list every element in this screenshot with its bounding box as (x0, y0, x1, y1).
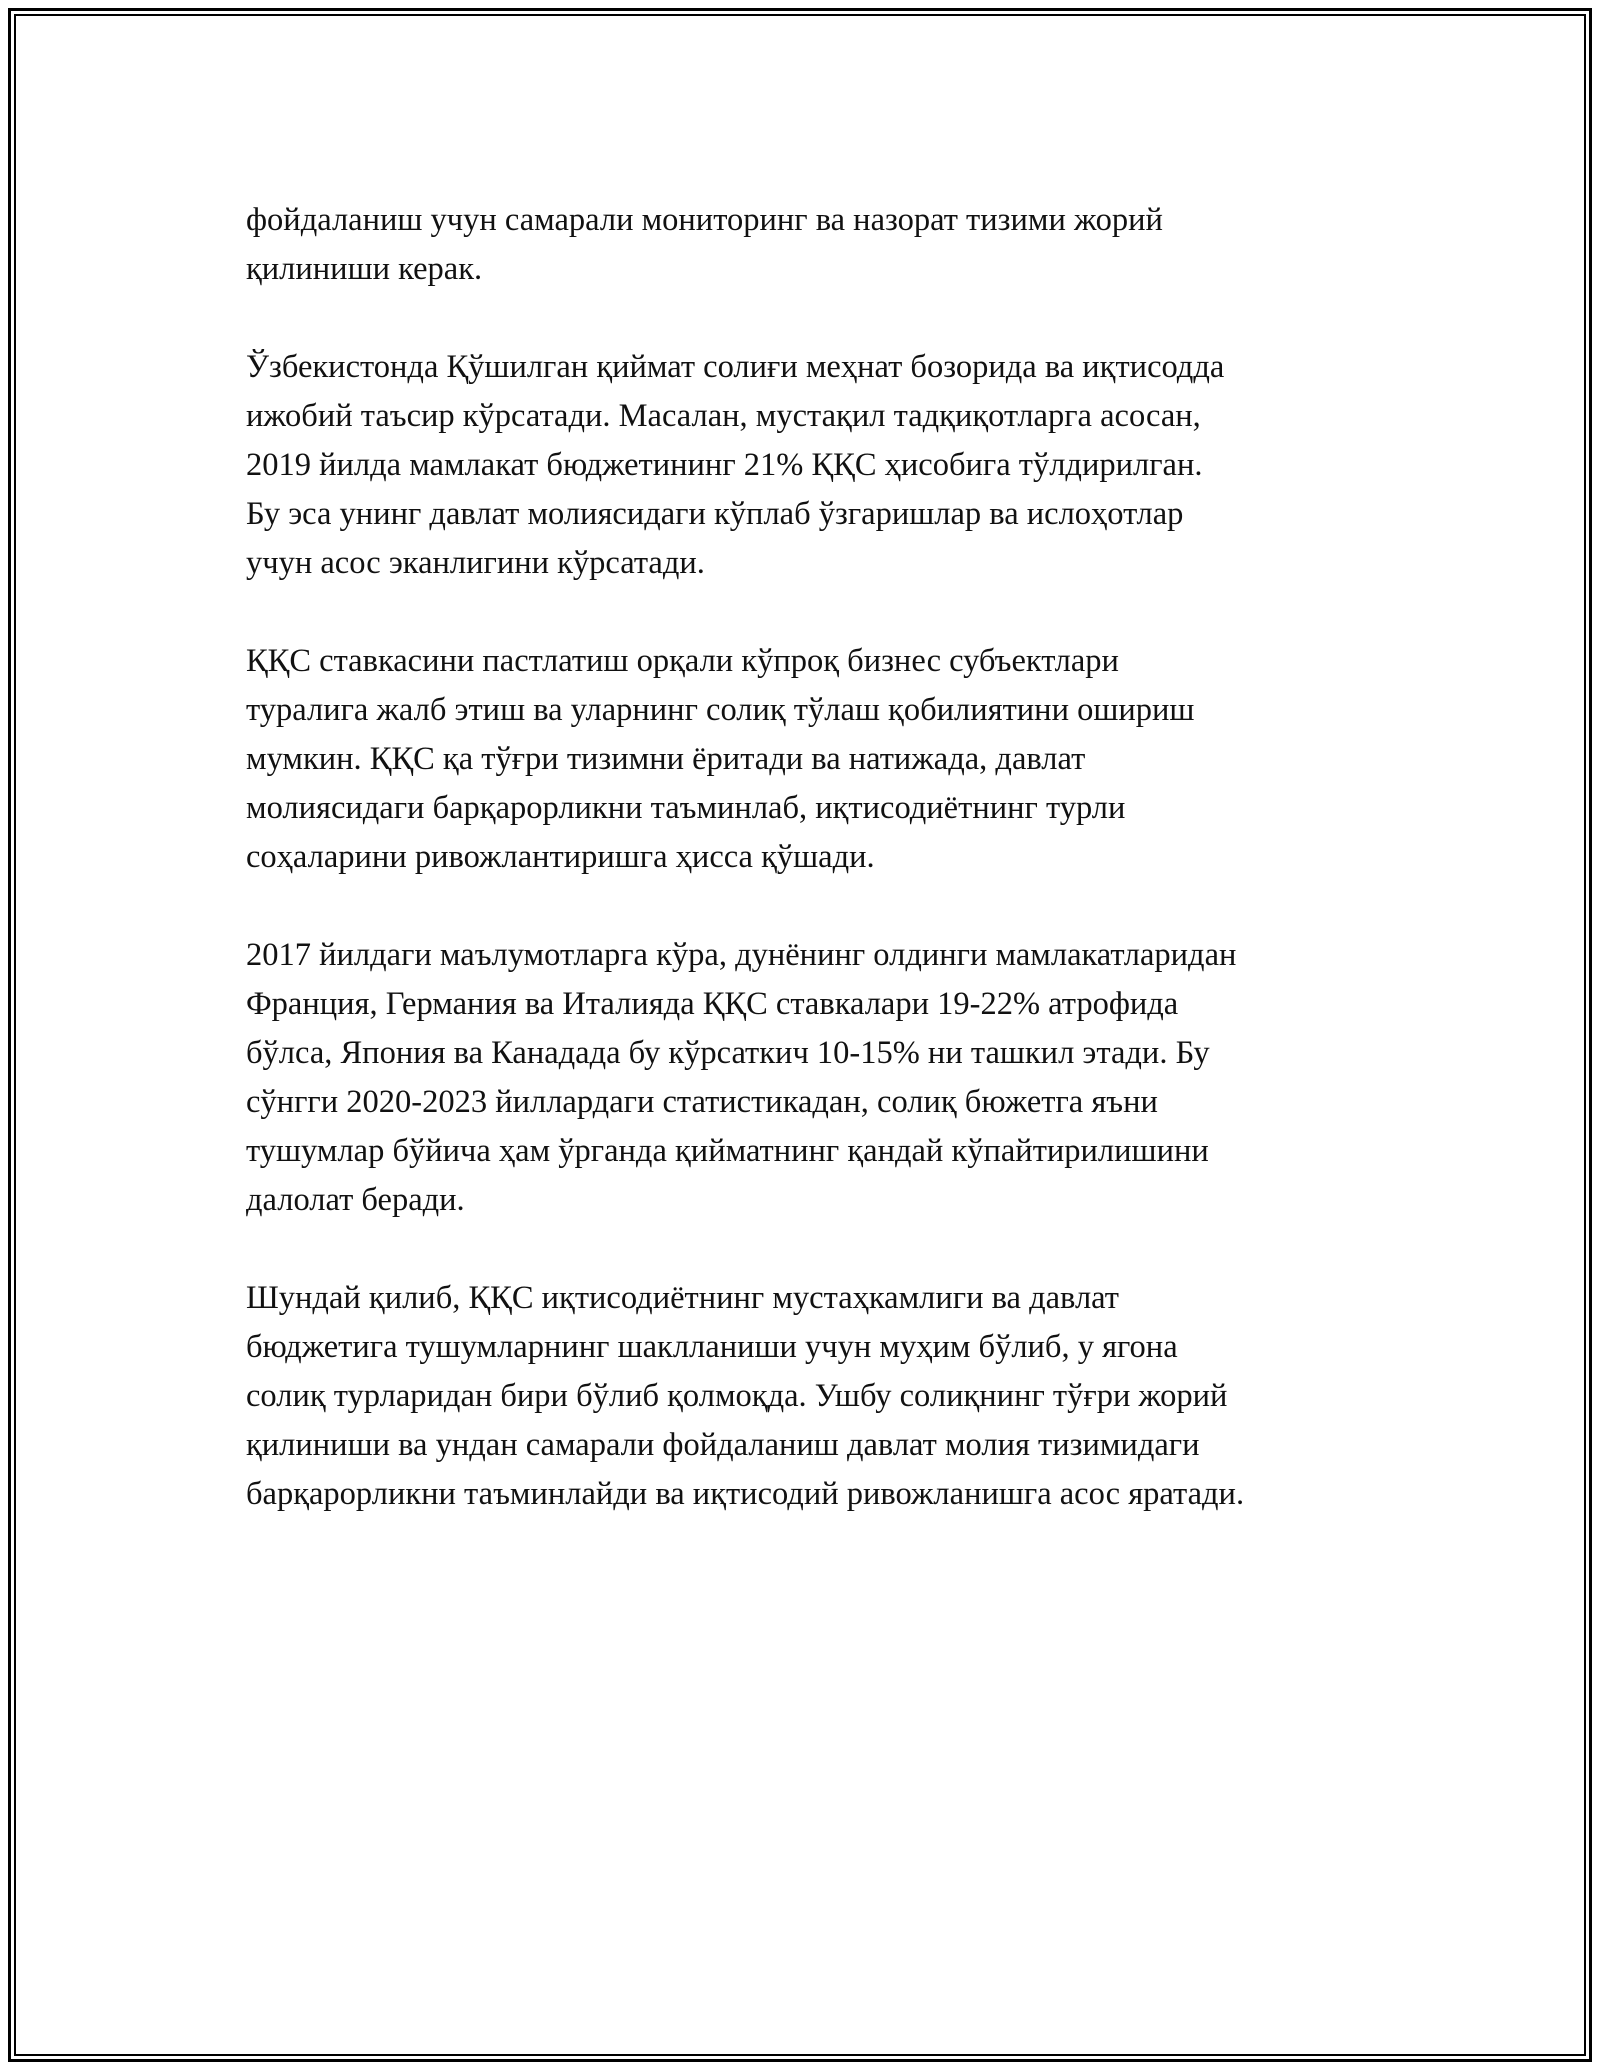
text-line: учун асос эканлигини кўрсатади. (246, 545, 705, 581)
text-line: фойдаланиш учун самарали мониторинг ва назорат тизими жорий (246, 202, 1163, 238)
text-line: далолат беради. (246, 1182, 465, 1218)
text-line: барқарорликни таъминлайди ва иқтисодий ривожланишга асос яратади. (246, 1476, 1245, 1512)
text-line: соҳаларини ривожлантиришга ҳисса қўшади. (246, 839, 875, 875)
text-line: бюджетига тушумларнинг шаклланиши учун муҳим бўлиб, у ягона (246, 1329, 1178, 1365)
text-line: солиқ турларидан бири бўлиб қолмоқда. Ушбу солиқнинг тўғри жорий (246, 1378, 1228, 1414)
text-line: Франция, Германия ва Италияда ҚҚС ставкалари 19-22% атрофида (246, 986, 1179, 1022)
text-line: бўлса, Япония ва Канадада бу кўрсаткич 10-15% ни ташкил этади. Бу (246, 1035, 1210, 1071)
text-line: молиясидаги барқарорликни таъминлаб, иқтисодиётнинг турли (246, 790, 1126, 826)
text-line: 2017 йилдаги маълумотларга кўра, дунёнинг олдинги мамлакатларидан (246, 937, 1237, 973)
text-line: ижобий таъсир кўрсатади. Масалан, мустақил тадқиқотларга асосан, (246, 398, 1201, 434)
text-line: ҚҚС ставкасини пастлатиш орқали кўпроқ бизнес субъектлари (246, 643, 1119, 679)
page-border (8, 8, 1592, 2062)
document-body (246, 196, 1406, 1568)
text-line: туралига жалб этиш ва уларнинг солиқ тўлаш қобилиятини ошириш (246, 692, 1195, 728)
text-line: қилиниши керак. (246, 251, 483, 287)
paragraph-1 (246, 196, 1406, 294)
text-line: тушумлар бўйича ҳам ўрганда қийматнинг қандай кўпайтирилишини (246, 1133, 1209, 1169)
paragraph-4 (246, 931, 1406, 1225)
text-line: Шундай қилиб, ҚҚС иқтисодиётнинг мустаҳкамлиги ва давлат (246, 1280, 1119, 1316)
text-line: сўнгги 2020-2023 йиллардаги статистикадан, солиқ бюжетга яъни (246, 1084, 1158, 1120)
text-line: 2019 йилда мамлакат бюджетининг 21% ҚҚС ҳисобига тўлдирилган. (246, 447, 1203, 483)
text-line: Ўзбекистонда Қўшилган қиймат солиғи меҳнат бозорида ва иқтисодда (246, 349, 1225, 385)
text-line: Бу эса унинг давлат молиясидаги кўплаб ўзгаришлар ва ислоҳотлар (246, 496, 1184, 532)
text-line: мумкин. ҚҚС қа тўғри тизимни ёритади ва натижада, давлат (246, 741, 1086, 777)
paragraph-5 (246, 1274, 1406, 1519)
paragraph-2 (246, 343, 1406, 588)
text-line: қилиниши ва ундан самарали фойдаланиш давлат молия тизимидаги (246, 1427, 1200, 1463)
paragraph-3 (246, 637, 1406, 882)
